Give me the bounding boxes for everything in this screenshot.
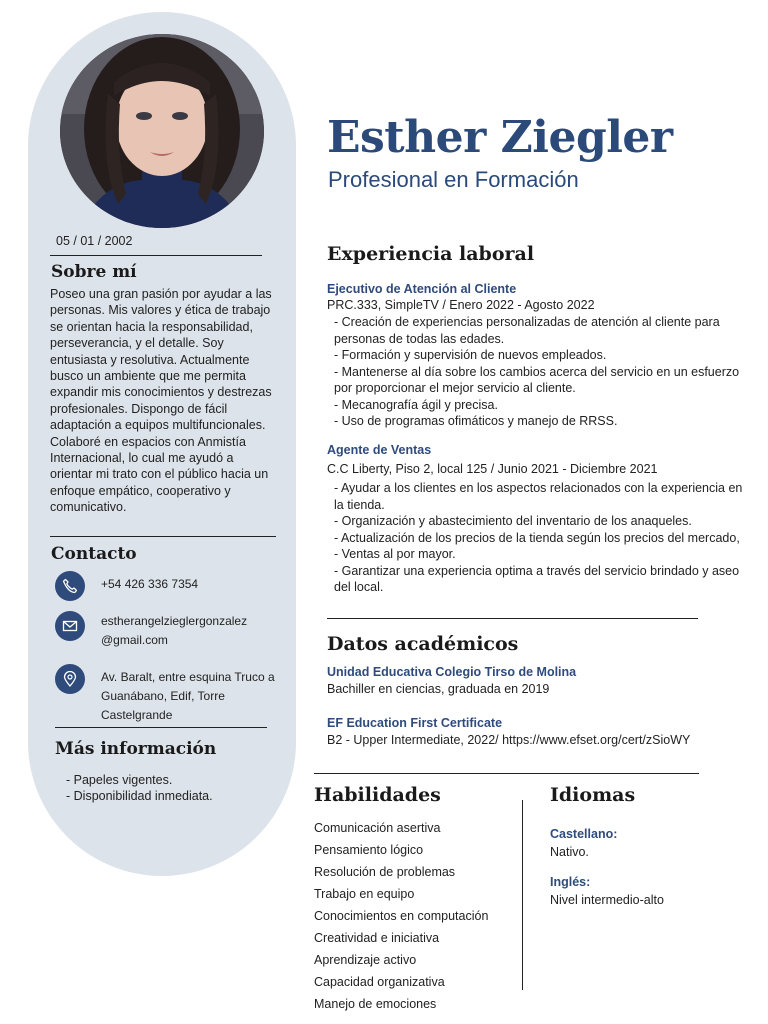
list-item: Conocimientos en computación <box>314 909 489 923</box>
more-info-list <box>66 772 213 804</box>
divider <box>327 618 698 619</box>
list-item: - Organización y abastecimiento del inventario de los anaqueles. <box>334 514 692 528</box>
contact-address <box>101 668 275 725</box>
language-level: Nivel intermedio-alto <box>550 893 664 907</box>
job-bullets <box>334 480 744 596</box>
profile-photo <box>60 34 264 228</box>
list-item: Aprendizaje activo <box>314 953 417 967</box>
list-item: Pensamiento lógico <box>314 843 424 857</box>
email-icon <box>55 611 85 641</box>
divider <box>55 727 267 728</box>
list-item: Trabajo en equipo <box>314 887 415 901</box>
job-bullets <box>334 314 744 430</box>
job-subtitle: C.C Liberty, Piso 2, local 125 / Junio 2021 - Diciembre 2021 <box>327 462 658 476</box>
list-item: - Formación y supervisión de nuevos empleados. <box>334 348 607 362</box>
column-divider <box>522 800 523 990</box>
education-heading: Datos académicos <box>327 633 519 655</box>
email-line: estherangelzieglergonzalez <box>101 614 248 628</box>
contact-heading: Contacto <box>51 544 137 564</box>
list-item: Resolución de problemas <box>314 865 456 879</box>
list-item: - Disponibilidad inmediata. <box>66 789 213 803</box>
language-name: Inglés: <box>550 875 591 889</box>
list-item: Capacidad organizativa <box>314 975 445 989</box>
skills-list <box>314 817 488 1015</box>
experience-heading: Experiencia laboral <box>327 243 535 265</box>
list-item: - Creación de experiencias personalizadas de atención al cliente para personas de todas las edades. <box>334 315 724 346</box>
phone-icon <box>55 571 85 601</box>
list-item: Comunicación asertiva <box>314 821 441 835</box>
language-level: Nativo. <box>550 845 589 859</box>
education-detail: Bachiller en ciencias, graduada en 2019 <box>327 682 550 696</box>
person-subtitle: Profesional en Formación <box>328 167 579 192</box>
skills-heading: Habilidades <box>314 784 441 806</box>
contact-email <box>101 612 247 650</box>
contact-phone: +54 426 336 7354 <box>101 577 199 591</box>
education-title: Unidad Educativa Colegio Tirso de Molina <box>327 665 577 679</box>
list-item: - Mantenerse al día sobre los cambios acerca del servicio en un esfuerzo por proporcionar el mejor servicio al cliente. <box>334 364 743 395</box>
language-name: Castellano: <box>550 827 618 841</box>
address-line: Castelgrande <box>101 708 173 722</box>
divider <box>314 773 699 774</box>
education-title: EF Education First Certificate <box>327 716 503 730</box>
list-item: - Actualización de los precios de la tienda según los precios del mercado, <box>334 530 740 545</box>
about-heading: Sobre mí <box>51 262 137 282</box>
date-of-birth: 05 / 01 / 2002 <box>56 234 133 248</box>
email-line: @gmail.com <box>101 633 168 647</box>
list-item: - Garantizar una experiencia optima a través del servicio brindado y aseo del local. <box>334 563 743 594</box>
list-item: Creatividad e iniciativa <box>314 931 440 945</box>
list-item: - Ventas al por mayor. <box>334 547 456 561</box>
address-line: Guanábano, Edif, Torre <box>101 689 225 703</box>
more-info-heading: Más información <box>55 739 217 759</box>
list-item: - Mecanografía ágil y precisa. <box>334 397 498 412</box>
person-name: Esther Ziegler <box>327 112 673 163</box>
list-item: - Ayudar a los clientes en los aspectos relacionados con la experiencia en la tienda. <box>334 481 746 512</box>
divider <box>50 255 262 256</box>
list-item: - Papeles vigentes. <box>66 773 173 787</box>
list-item: Manejo de emociones <box>314 997 437 1011</box>
languages-heading: Idiomas <box>550 784 636 806</box>
education-detail: B2 - Upper Intermediate, 2022/ https://www.efset.org/cert/zSioWY <box>327 733 691 747</box>
job-subtitle: PRC.333, SimpleTV / Enero 2022 - Agosto 2022 <box>327 298 595 312</box>
job-title: Ejecutivo de Atención al Cliente <box>327 282 517 296</box>
divider <box>50 536 276 537</box>
location-pin-icon <box>55 664 85 694</box>
job-title: Agente de Ventas <box>327 443 432 457</box>
about-text: Poseo una gran pasión por ayudar a las personas. Mis valores y ética de trabajo se orientan hacia la responsabilidad, perseverancia, y el detalle. Soy entusiasta y resolutiva. Actualmente busco un ambiente que me permita expandir mis conocimientos y destrezas profesionales. Dispongo de fácil adaptación a equipos multifuncionales. Colaboré en espacios con Anmistía Internacional, lo cual me ayudó a orientar mi trato con el público hacia un enfoque empático, cooperativo y comunicativo. <box>50 287 272 515</box>
list-item: - Uso de programas ofimáticos y manejo de RRSS. <box>334 414 618 428</box>
address-line: Av. Baralt, entre esquina Truco a <box>101 670 275 684</box>
